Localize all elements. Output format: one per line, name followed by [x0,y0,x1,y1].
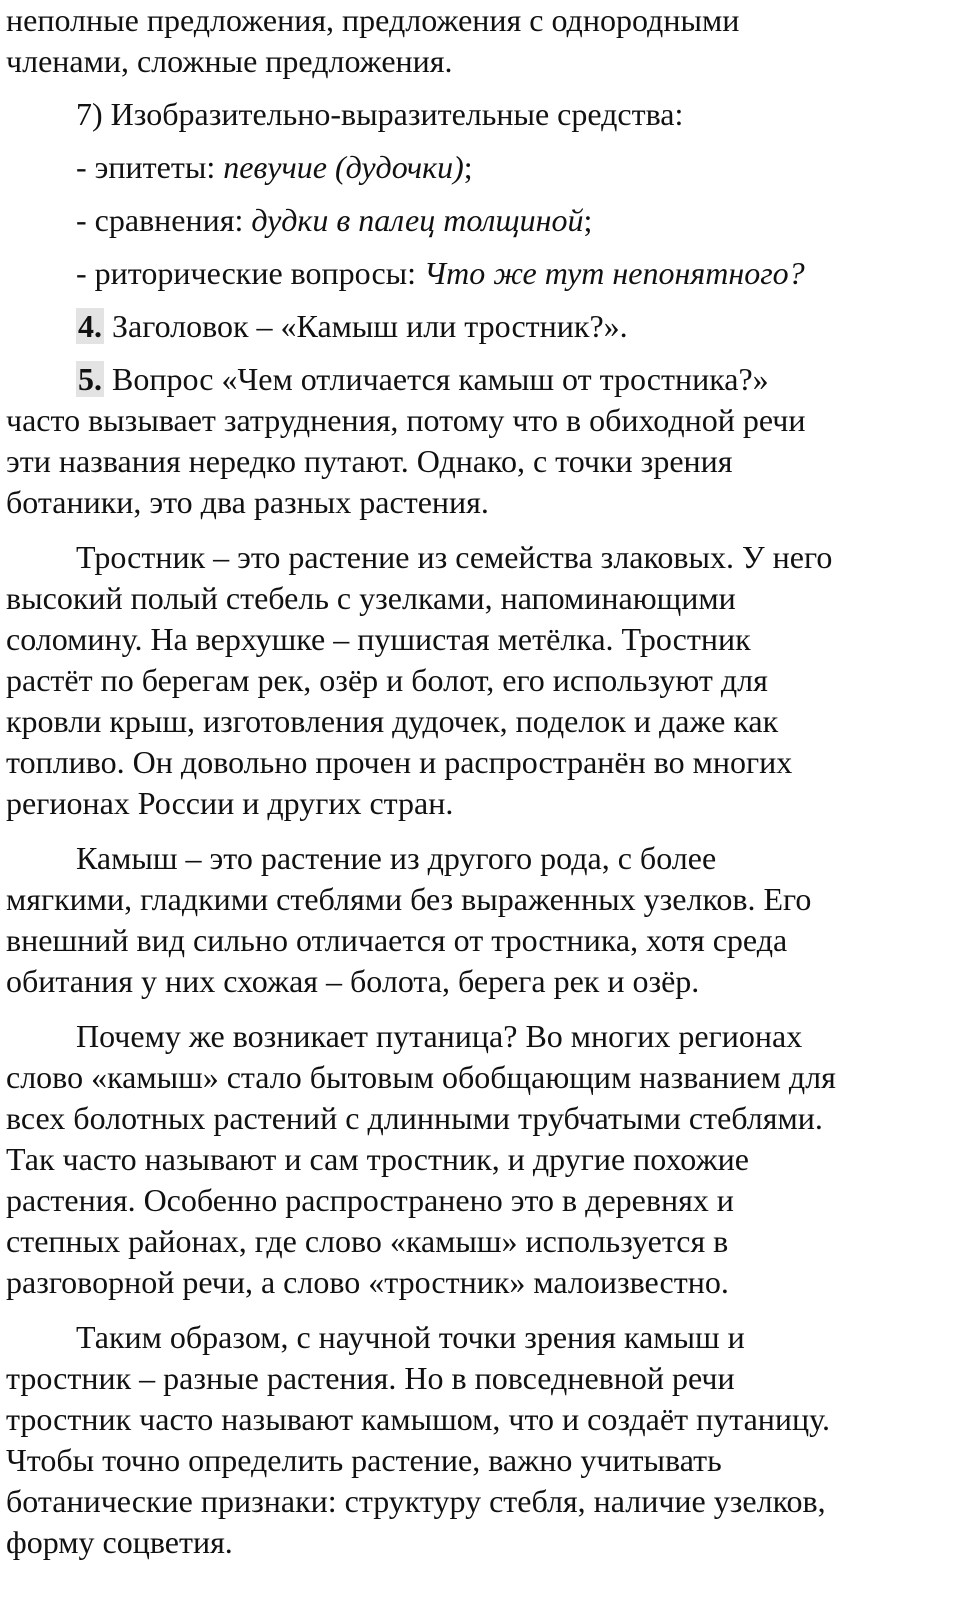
text-line: топливо. Он довольно прочен и распространён во многих [6,744,793,780]
text-line: высокий полый стебель с узелками, напоминающими [6,580,736,616]
text-line [6,359,942,400]
text-line: Почему же возникает путаница? Во многих регионах [76,1018,803,1054]
paragraph-reed [6,537,942,824]
text-line: Камыш – это растение из другого рода, с более [76,840,717,876]
list-item-label: - эпитеты: [76,149,224,185]
text-line: Тростник – это растение из семейства злаковых. У него [76,539,833,575]
text-line: разговорной речи, а слово «тростник» малоизвестно. [6,1264,729,1300]
text-line: всех болотных растений с длинными трубчатыми стеблями. [6,1100,823,1136]
task-number: 5. [78,361,102,397]
list-item-rhetorical-questions [6,253,942,294]
expressive-means-section [6,94,942,294]
text-line: членами, сложные предложения. [6,43,453,79]
paragraph-bulrush [6,838,942,1002]
list-item-example: певучие (дудочки) [223,149,464,185]
text-line: соломину. На верхушке – пушистая метёлка. Тростник [6,621,751,657]
task-text: Заголовок – «Камыш или тростник?». [104,308,628,344]
task-5 [6,359,942,523]
list-item-label: - сравнения: [76,202,252,238]
text-line: слово «камыш» стало бытовым обобщающим названием для [6,1059,836,1095]
text-line: ботанические признаки: структуру стебля, наличие узелков, [6,1483,826,1519]
text-line: ботаники, это два разных растения. [6,484,489,520]
text-line: внешний вид сильно отличается от тростника, хотя среда [6,922,788,958]
section-heading: 7) Изобразительно-выразительные средства: [76,96,684,132]
text-line: растения. Особенно распространено это в деревнях и [6,1182,734,1218]
list-item-comparisons [6,200,942,241]
task-number: 4. [78,308,102,344]
text-line: форму соцветия. [6,1524,233,1560]
text-line: тростник – разные растения. Но в повседневной речи [6,1360,735,1396]
list-item-end: ; [463,149,473,185]
text-line: обитания у них схожая – болота, берега рек и озёр. [6,963,700,999]
text-line: регионах России и других стран. [6,785,454,821]
task-4 [6,306,942,347]
text-line: растёт по берегам рек, озёр и болот, его используют для [6,662,768,698]
task-text: Вопрос «Чем отличается камыш от тростника?» [104,361,769,397]
list-item-end: ; [583,202,593,238]
text-line: эти названия нередко путают. Однако, с точки зрения [6,443,733,479]
intro-paragraph [6,0,942,82]
paragraph-conclusion [6,1317,942,1563]
list-item-example: Что же тут непонятного? [424,255,805,291]
paragraph-confusion [6,1016,942,1303]
text-line: Так часто называют и сам тростник, и другие похожие [6,1141,749,1177]
text-line: кровли крыш, изготовления дудочек, поделок и даже как [6,703,779,739]
text-line: мягкими, гладкими стеблями без выраженных узелков. Его [6,881,812,917]
text-line: Чтобы точно определить растение, важно учитывать [6,1442,722,1478]
text-line: степных районах, где слово «камыш» используется в [6,1223,729,1259]
list-item-epithets [6,147,942,188]
text-line: Таким образом, с научной точки зрения камыш и [76,1319,745,1355]
text-line: тростник часто называют камышом, что и создаёт путаницу. [6,1401,830,1437]
text-line: часто вызывает затруднения, потому что в обиходной речи [6,402,806,438]
text-line: неполные предложения, предложения с однородными [6,2,740,38]
list-item-label: - риторические вопросы: [76,255,425,291]
list-item-example: дудки в палец толщиной [251,202,584,238]
